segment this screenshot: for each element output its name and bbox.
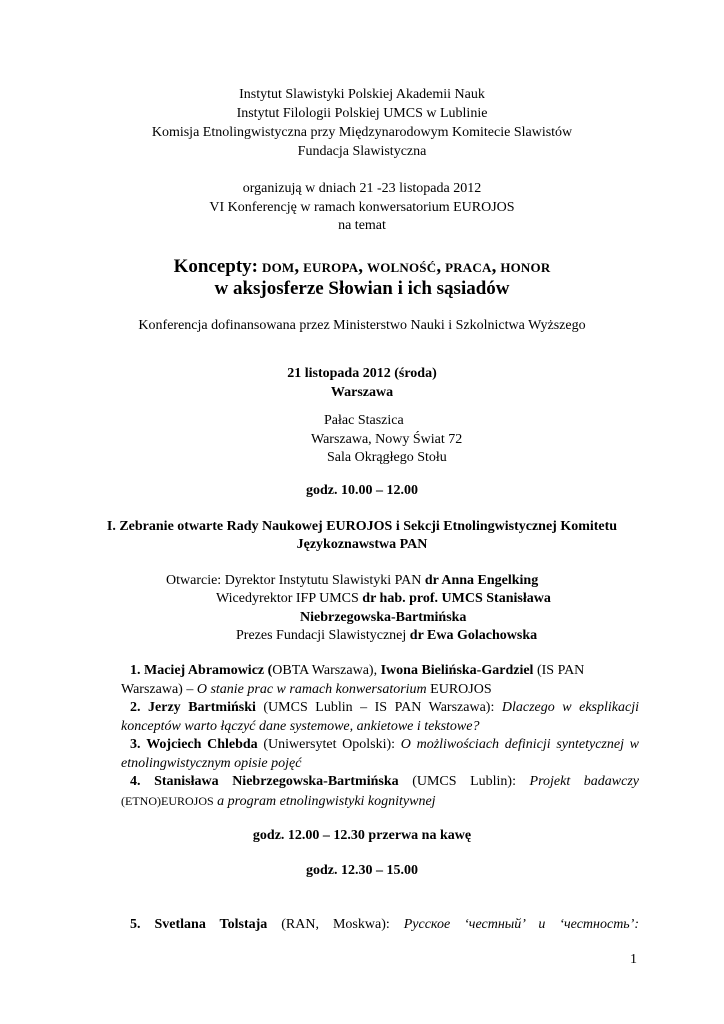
talk-3-speaker: Wojciech Chlebda	[146, 737, 258, 752]
talk-4-aff: (UMCS Lublin):	[398, 774, 530, 789]
talk-4-small: (ETNO)EUROJOS	[121, 794, 214, 808]
talk-4-line-2	[121, 793, 436, 810]
opening-role-3: Prezes Fundacji Slawistycznej	[236, 628, 410, 643]
session-heading-2: Językoznawstwa PAN	[296, 537, 428, 552]
opening-label: Otwarcie: Dyrektor Instytutu Slawistyki PAN	[166, 573, 425, 588]
title-lead: Koncepty:	[173, 256, 258, 277]
day-date: 21 listopada 2012 (środa)	[287, 366, 437, 381]
title-sep: ,	[358, 256, 363, 277]
concept-honor: HONOR	[500, 260, 551, 275]
org-line-3: Komisja Etnolingwistyczna przy Międzynarodowym Komitecie Slawistów	[151, 125, 573, 140]
concept-praca: PRACA	[445, 260, 492, 275]
talk-1-title-tail: EUROJOS	[426, 682, 492, 697]
talk-3-line-1	[121, 737, 639, 753]
concept-dom: DOM	[262, 260, 295, 275]
talk-2-line-1	[121, 700, 639, 716]
talk-5-aff: (RAN, Moskwa):	[267, 917, 404, 932]
org-line-1: Instytut Slawistyki Polskiej Akademii Nauk	[239, 87, 485, 102]
org-line-2: Instytut Filologii Polskiej UMCS w Lublinie	[236, 106, 488, 121]
opening-name-3: dr Ewa Golachowska	[409, 628, 538, 643]
concept-europa: EUROPA	[303, 260, 359, 275]
page-number: 1	[630, 952, 637, 967]
talk-4-line-1	[121, 774, 639, 790]
intro-line-2: VI Konferencję w ramach konwersatorium EUROJOS	[209, 200, 515, 215]
opening-name-1: dr Anna Engelking	[424, 573, 539, 588]
talk-1-speaker: Maciej Abramowicz (	[144, 663, 273, 678]
talk-2-speaker: Jerzy Bartmiński	[148, 700, 256, 715]
talk-1-num: 1.	[130, 663, 141, 678]
talk-1-aff-2: (IS PAN	[533, 663, 585, 678]
conference-title	[0, 256, 724, 279]
opening-line-2	[216, 591, 551, 607]
talk-1-aff: OBTA Warszawa),	[272, 663, 381, 678]
talk-4-speaker: Stanisława Niebrzegowska-Bartmińska	[154, 774, 399, 789]
talk-5-title: Русское ‘честный’ и ‘честность’:	[403, 917, 639, 932]
coffee-break: godz. 12.00 – 12.30 przerwa na kawę	[252, 828, 472, 843]
talk-1-line-2	[121, 682, 492, 698]
talk-5-line-1	[121, 917, 639, 933]
talk-2-aff: (UMCS Lublin – IS PAN Warszawa):	[255, 700, 502, 715]
talk-2-num: 2.	[130, 700, 141, 715]
opening-line-3	[236, 628, 537, 644]
opening-role-2: Wicedyrektor IFP UMCS	[216, 591, 363, 606]
talk-1-aff-cont: Warszawa) –	[121, 682, 197, 697]
talk-3-title-1: O możliwościach definicji syntetycznej w	[400, 737, 639, 752]
venue-line-3: Sala Okrągłego Stołu	[327, 450, 447, 465]
talk-4-title-1: Projekt badawczy	[529, 774, 640, 789]
talk-3-title-2: etnolingwistycznym opisie pojęć	[121, 756, 302, 771]
session-heading-1: I. Zebranie otwarte Rady Naukowej EUROJOS i Sekcji Etnolingwistycznej Komitetu	[106, 519, 618, 534]
talk-4-num: 4.	[130, 774, 141, 789]
talk-5-speaker: Svetlana Tolstaja	[154, 917, 268, 932]
title-sep: ,	[294, 256, 300, 277]
title-sep: ,	[491, 256, 497, 277]
day-city: Warszawa	[330, 385, 394, 400]
time-block-2: godz. 12.30 – 15.00	[306, 863, 418, 878]
talk-2-title-2: konceptów warto łączyć dane systemowe, ankietowe i tekstowe?	[121, 719, 480, 734]
talk-1-line-1	[130, 663, 584, 679]
time-block-1: godz. 10.00 – 12.00	[306, 483, 418, 498]
talk-5-num: 5.	[130, 917, 141, 932]
intro-line-1: organizują w dniach 21 -23 listopada 2012	[242, 181, 482, 196]
conference-subtitle: w aksjosferze Słowian i ich sąsiadów	[214, 278, 510, 299]
talk-4-title-2: a program etnolingwistyki kognitywnej	[213, 794, 436, 809]
org-line-4: Fundacja Slawistyczna	[297, 144, 427, 159]
talk-1-title: O stanie prac w ramach konwersatorium	[196, 682, 427, 697]
talk-1-speaker-2: Iwona Bielińska-Gardziel	[380, 663, 534, 678]
concept-wolnosc: WOLNOŚĆ	[367, 260, 437, 275]
opening-name-2b: Niebrzegowska-Bartmińska	[300, 610, 467, 625]
talk-3-num: 3.	[130, 737, 141, 752]
opening-name-2a: dr hab. prof. UMCS Stanisława	[362, 591, 551, 606]
opening-line-1	[166, 573, 538, 589]
title-sep: ,	[436, 256, 442, 277]
venue-line-2: Warszawa, Nowy Świat 72	[311, 432, 463, 447]
funding-note: Konferencja dofinansowana przez Ministerstwo Nauki i Szkolnictwa Wyższego	[138, 318, 586, 333]
talk-3-aff: (Uniwersytet Opolski):	[257, 737, 401, 752]
venue-line-1: Pałac Staszica	[324, 413, 404, 428]
intro-line-3: na temat	[338, 218, 386, 233]
talk-2-title-1: Dlaczego w eksplikacji	[501, 700, 639, 715]
